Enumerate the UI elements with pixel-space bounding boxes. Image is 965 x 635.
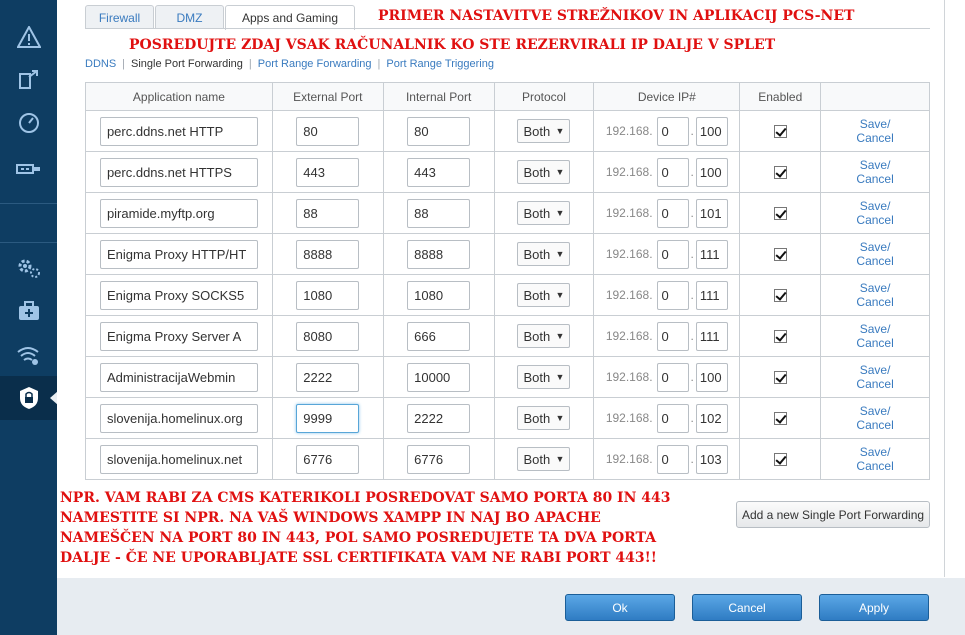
ip-prefix: 192.168. [605, 370, 653, 384]
cell-actions [821, 111, 930, 152]
cell-application-name [86, 439, 273, 480]
internal-port-input[interactable]: 8888 [407, 240, 470, 269]
protocol-value: Both [523, 451, 551, 467]
header-protocol: Protocol [494, 83, 594, 111]
ip-octet4-input[interactable]: 100 [696, 363, 728, 392]
subtab-separator: | [122, 58, 126, 70]
sidebar-divider [0, 242, 57, 243]
ip-octet4-input[interactable]: 103 [696, 445, 728, 474]
dropdown-caret-icon: ▼ [555, 331, 565, 341]
ip-octet3-input[interactable]: 0 [657, 117, 689, 146]
protocol-value: Both [523, 246, 551, 262]
sidebar-item-alerts[interactable] [0, 15, 57, 59]
protocol-select[interactable] [517, 160, 570, 184]
cell-device-ip [594, 275, 740, 316]
annotation-line: NAMESTITE SI NPR. NA VAŠ WINDOWS XAMPP IN NAJ BO APACHE [60, 510, 601, 526]
save-link[interactable]: Save/ [859, 363, 891, 377]
save-link[interactable]: Save/ [859, 199, 891, 213]
subtab-single-port-forwarding[interactable]: Single Port Forwarding [131, 58, 243, 70]
cell-external-port [272, 398, 383, 439]
save-link[interactable]: Save/ [859, 158, 891, 172]
application-name-input[interactable]: perc.ddns.net HTTPS [100, 158, 258, 187]
cell-enabled [740, 152, 821, 193]
dropdown-caret-icon: ▼ [555, 167, 565, 177]
protocol-select[interactable] [517, 324, 570, 348]
speed-gauge-icon [17, 111, 41, 135]
enabled-checkbox[interactable] [774, 412, 787, 425]
enabled-checkbox[interactable] [774, 289, 787, 302]
table-row [86, 275, 930, 316]
ip-octet3-input[interactable]: 0 [657, 322, 689, 351]
cell-internal-port [383, 439, 494, 480]
sidebar [0, 0, 57, 635]
cancel-link[interactable]: Cancel [856, 459, 894, 473]
cell-external-port [272, 193, 383, 234]
dropdown-caret-icon: ▼ [555, 249, 565, 259]
internal-port-input[interactable]: 6776 [407, 445, 470, 474]
external-port-input[interactable]: 88 [296, 199, 359, 228]
save-link[interactable]: Save/ [859, 117, 891, 131]
cell-internal-port [383, 357, 494, 398]
protocol-value: Both [523, 287, 551, 303]
ok-button[interactable]: Ok [565, 594, 675, 621]
cell-enabled [740, 439, 821, 480]
internal-port-input[interactable]: 10000 [407, 363, 470, 392]
cell-external-port [272, 152, 383, 193]
cell-protocol [494, 152, 594, 193]
ip-octet3-input[interactable]: 0 [657, 281, 689, 310]
dropdown-caret-icon: ▼ [555, 372, 565, 382]
header-enabled: Enabled [740, 83, 821, 111]
application-name-input[interactable]: Enigma Proxy SOCKS5 [100, 281, 258, 310]
cell-application-name [86, 111, 273, 152]
enabled-checkbox[interactable] [774, 371, 787, 384]
ip-octet3-input[interactable]: 0 [657, 199, 689, 228]
internal-port-input[interactable]: 2222 [407, 404, 470, 433]
tab-apps-and-gaming[interactable]: Apps and Gaming [225, 5, 355, 30]
protocol-select[interactable] [517, 406, 570, 430]
cell-enabled [740, 111, 821, 152]
ip-prefix: 192.168. [605, 288, 653, 302]
security-shield-icon [18, 386, 40, 410]
protocol-select[interactable] [517, 365, 570, 389]
external-port-input[interactable]: 2222 [296, 363, 359, 392]
save-link[interactable]: Save/ [859, 322, 891, 336]
cell-application-name [86, 398, 273, 439]
table-row [86, 439, 930, 480]
troubleshooting-kit-icon [17, 300, 41, 322]
cell-internal-port [383, 152, 494, 193]
cell-actions [821, 152, 930, 193]
protocol-value: Both [523, 123, 551, 139]
cell-device-ip [594, 439, 740, 480]
cell-protocol [494, 193, 594, 234]
cell-application-name [86, 316, 273, 357]
ip-octet3-input[interactable]: 0 [657, 404, 689, 433]
protocol-select[interactable] [517, 283, 570, 307]
protocol-value: Both [523, 164, 551, 180]
cancel-link[interactable]: Cancel [856, 418, 894, 432]
ip-prefix: 192.168. [605, 329, 653, 343]
dropdown-caret-icon: ▼ [555, 290, 565, 300]
cell-external-port [272, 111, 383, 152]
ip-octet4-input[interactable]: 100 [696, 158, 728, 187]
cell-protocol [494, 275, 594, 316]
cell-device-ip [594, 152, 740, 193]
cell-protocol [494, 439, 594, 480]
table-row [86, 152, 930, 193]
ip-dot: . [690, 247, 694, 261]
header-internal-port: Internal Port [383, 83, 494, 111]
dropdown-caret-icon: ▼ [555, 126, 565, 136]
cell-device-ip [594, 111, 740, 152]
sidebar-item-update[interactable] [0, 57, 57, 101]
annotation-line: DALJE - ČE NE UPORABLJATE SSL CERTIFIKATA VAM NE RABI PORT 443!! [60, 550, 657, 566]
cell-protocol [494, 234, 594, 275]
tab-underline [85, 28, 930, 29]
external-port-input[interactable]: 1080 [296, 281, 359, 310]
table-row [86, 193, 930, 234]
ip-dot: . [690, 165, 694, 179]
ip-octet4-input[interactable]: 101 [696, 199, 728, 228]
cancel-link[interactable]: Cancel [856, 254, 894, 268]
cell-internal-port [383, 193, 494, 234]
dropdown-caret-icon: ▼ [555, 208, 565, 218]
cell-internal-port [383, 111, 494, 152]
cell-device-ip [594, 316, 740, 357]
cell-device-ip [594, 234, 740, 275]
cell-actions [821, 275, 930, 316]
dropdown-caret-icon: ▼ [555, 454, 565, 464]
table-row [86, 398, 930, 439]
ip-octet4-input[interactable]: 111 [696, 240, 728, 269]
ip-octet4-input[interactable]: 100 [696, 117, 728, 146]
ip-octet3-input[interactable]: 0 [657, 240, 689, 269]
subtab-port-range-triggering[interactable]: Port Range Triggering [386, 58, 494, 70]
annotation-line: NAMEŠČEN NA PORT 80 IN 443, POL SAMO POSREDUJETE TA DVA PORTA [60, 530, 657, 546]
internal-port-input[interactable]: 88 [407, 199, 470, 228]
cell-application-name [86, 275, 273, 316]
cell-protocol [494, 316, 594, 357]
dropdown-caret-icon: ▼ [555, 413, 565, 423]
cancel-link[interactable]: Cancel [856, 131, 894, 145]
ip-prefix: 192.168. [605, 247, 653, 261]
save-link[interactable]: Save/ [859, 240, 891, 254]
ip-dot: . [690, 411, 694, 425]
cell-internal-port [383, 316, 494, 357]
header-application-name: Application name [86, 83, 273, 111]
cancel-button[interactable]: Cancel [692, 594, 802, 621]
save-link[interactable]: Save/ [859, 281, 891, 295]
enabled-checkbox[interactable] [774, 125, 787, 138]
sidebar-item-troubleshooting[interactable] [0, 289, 57, 333]
application-name-input[interactable]: piramide.myftp.org [100, 199, 258, 228]
application-name-input[interactable]: Enigma Proxy HTTP/HT [100, 240, 258, 269]
port-forwarding-table [85, 82, 930, 480]
sidebar-item-speed[interactable] [0, 101, 57, 145]
cell-enabled [740, 234, 821, 275]
ip-prefix: 192.168. [605, 452, 653, 466]
ip-dot: . [690, 288, 694, 302]
cancel-link[interactable]: Cancel [856, 213, 894, 227]
annotation-note [60, 488, 740, 568]
sidebar-divider [0, 203, 57, 204]
cell-internal-port [383, 398, 494, 439]
subtab-bar [85, 58, 494, 70]
internal-port-input[interactable]: 80 [407, 117, 470, 146]
main-panel [57, 0, 965, 635]
sidebar-item-usb[interactable] [0, 147, 57, 191]
enabled-checkbox[interactable] [774, 330, 787, 343]
save-link[interactable]: Save/ [859, 445, 891, 459]
internal-port-input[interactable]: 666 [407, 322, 470, 351]
cell-application-name [86, 152, 273, 193]
cell-actions [821, 234, 930, 275]
table-header-row [86, 83, 930, 111]
wifi-settings-icon [16, 344, 42, 366]
tab-firewall[interactable]: Firewall [85, 5, 154, 29]
ip-octet4-input[interactable]: 111 [696, 281, 728, 310]
table-row [86, 316, 930, 357]
application-name-input[interactable]: perc.ddns.net HTTP [100, 117, 258, 146]
cell-actions [821, 193, 930, 234]
cell-application-name [86, 193, 273, 234]
cell-application-name [86, 357, 273, 398]
external-port-input[interactable]: 80 [296, 117, 359, 146]
external-port-input[interactable]: 6776 [296, 445, 359, 474]
subtab-separator: | [377, 58, 381, 70]
ip-dot: . [690, 124, 694, 138]
ip-octet3-input[interactable]: 0 [657, 158, 689, 187]
cell-enabled [740, 357, 821, 398]
external-port-input[interactable]: 8888 [296, 240, 359, 269]
cell-protocol [494, 111, 594, 152]
cell-external-port [272, 316, 383, 357]
cell-device-ip [594, 193, 740, 234]
cell-internal-port [383, 234, 494, 275]
cell-enabled [740, 275, 821, 316]
subtab-separator: | [248, 58, 252, 70]
alert-triangle-icon [17, 26, 41, 48]
protocol-value: Both [523, 205, 551, 221]
annotation-title: PRIMER NASTAVITVE STREŽNIKOV IN APLIKACIJ PCS-NET [378, 8, 855, 24]
cell-external-port [272, 234, 383, 275]
cell-enabled [740, 316, 821, 357]
cell-external-port [272, 357, 383, 398]
cell-actions [821, 439, 930, 480]
ip-dot: . [690, 206, 694, 220]
ip-octet4-input[interactable]: 102 [696, 404, 728, 433]
protocol-value: Both [523, 328, 551, 344]
cell-device-ip [594, 357, 740, 398]
application-name-input[interactable]: AdministracijaWebmin [100, 363, 258, 392]
subtab-ddns[interactable]: DDNS [85, 58, 117, 70]
cancel-link[interactable]: Cancel [856, 295, 894, 309]
enabled-checkbox[interactable] [774, 453, 787, 466]
cell-actions [821, 398, 930, 439]
ip-octet4-input[interactable]: 111 [696, 322, 728, 351]
application-name-input[interactable]: slovenija.homelinux.net [100, 445, 258, 474]
protocol-select[interactable] [517, 201, 570, 225]
ip-dot: . [690, 370, 694, 384]
application-name-input[interactable]: Enigma Proxy Server A [100, 322, 258, 351]
cell-device-ip [594, 398, 740, 439]
table-row [86, 234, 930, 275]
footer-bar [57, 578, 965, 635]
cancel-link[interactable]: Cancel [856, 377, 894, 391]
update-arrows-icon [17, 67, 41, 91]
cell-external-port [272, 275, 383, 316]
ip-dot: . [690, 329, 694, 343]
ip-prefix: 192.168. [605, 411, 653, 425]
cell-protocol [494, 398, 594, 439]
sidebar-item-settings[interactable] [0, 246, 57, 290]
protocol-select[interactable] [517, 242, 570, 266]
protocol-value: Both [523, 369, 551, 385]
enabled-checkbox[interactable] [774, 207, 787, 220]
enabled-checkbox[interactable] [774, 248, 787, 261]
external-port-input[interactable]: 443 [296, 158, 359, 187]
cell-external-port [272, 439, 383, 480]
cell-protocol [494, 357, 594, 398]
annotation-subtitle: POSREDUJTE ZDAJ VSAK RAČUNALNIK KO STE REZERVIRALI IP DALJE V SPLET [129, 37, 776, 53]
protocol-select[interactable] [517, 447, 570, 471]
apply-button[interactable]: Apply [819, 594, 929, 621]
protocol-value: Both [523, 410, 551, 426]
cell-actions [821, 316, 930, 357]
annotation-line: NPR. VAM RABI ZA CMS KATERIKOLI POSREDOVAT SAMO PORTA 80 IN 443 [60, 490, 671, 506]
cell-enabled [740, 398, 821, 439]
header-device-ip: Device IP# [594, 83, 740, 111]
ip-prefix: 192.168. [605, 206, 653, 220]
ip-prefix: 192.168. [605, 124, 653, 138]
protocol-select[interactable] [517, 119, 570, 143]
subtab-port-range-forwarding[interactable]: Port Range Forwarding [257, 58, 372, 70]
table-row [86, 111, 930, 152]
external-port-input[interactable]: 9999 [296, 404, 359, 433]
settings-gears-icon [16, 256, 42, 280]
internal-port-input[interactable]: 1080 [407, 281, 470, 310]
application-name-input[interactable]: slovenija.homelinux.org [100, 404, 258, 433]
cell-enabled [740, 193, 821, 234]
cell-application-name [86, 234, 273, 275]
header-actions [821, 83, 930, 111]
usb-icon [16, 161, 42, 177]
table-row [86, 357, 930, 398]
external-port-input[interactable]: 8080 [296, 322, 359, 351]
header-external-port: External Port [272, 83, 383, 111]
ip-dot: . [690, 452, 694, 466]
cancel-link[interactable]: Cancel [856, 336, 894, 350]
internal-port-input[interactable]: 443 [407, 158, 470, 187]
cancel-link[interactable]: Cancel [856, 172, 894, 186]
tab-dmz[interactable]: DMZ [155, 5, 224, 29]
cell-internal-port [383, 275, 494, 316]
sidebar-item-security[interactable] [0, 376, 57, 420]
enabled-checkbox[interactable] [774, 166, 787, 179]
cell-actions [821, 357, 930, 398]
add-single-port-forwarding-button[interactable]: Add a new Single Port Forwarding [736, 501, 930, 528]
save-link[interactable]: Save/ [859, 404, 891, 418]
ip-octet3-input[interactable]: 0 [657, 445, 689, 474]
ip-prefix: 192.168. [605, 165, 653, 179]
sidebar-item-wifi[interactable] [0, 333, 57, 377]
ip-octet3-input[interactable]: 0 [657, 363, 689, 392]
